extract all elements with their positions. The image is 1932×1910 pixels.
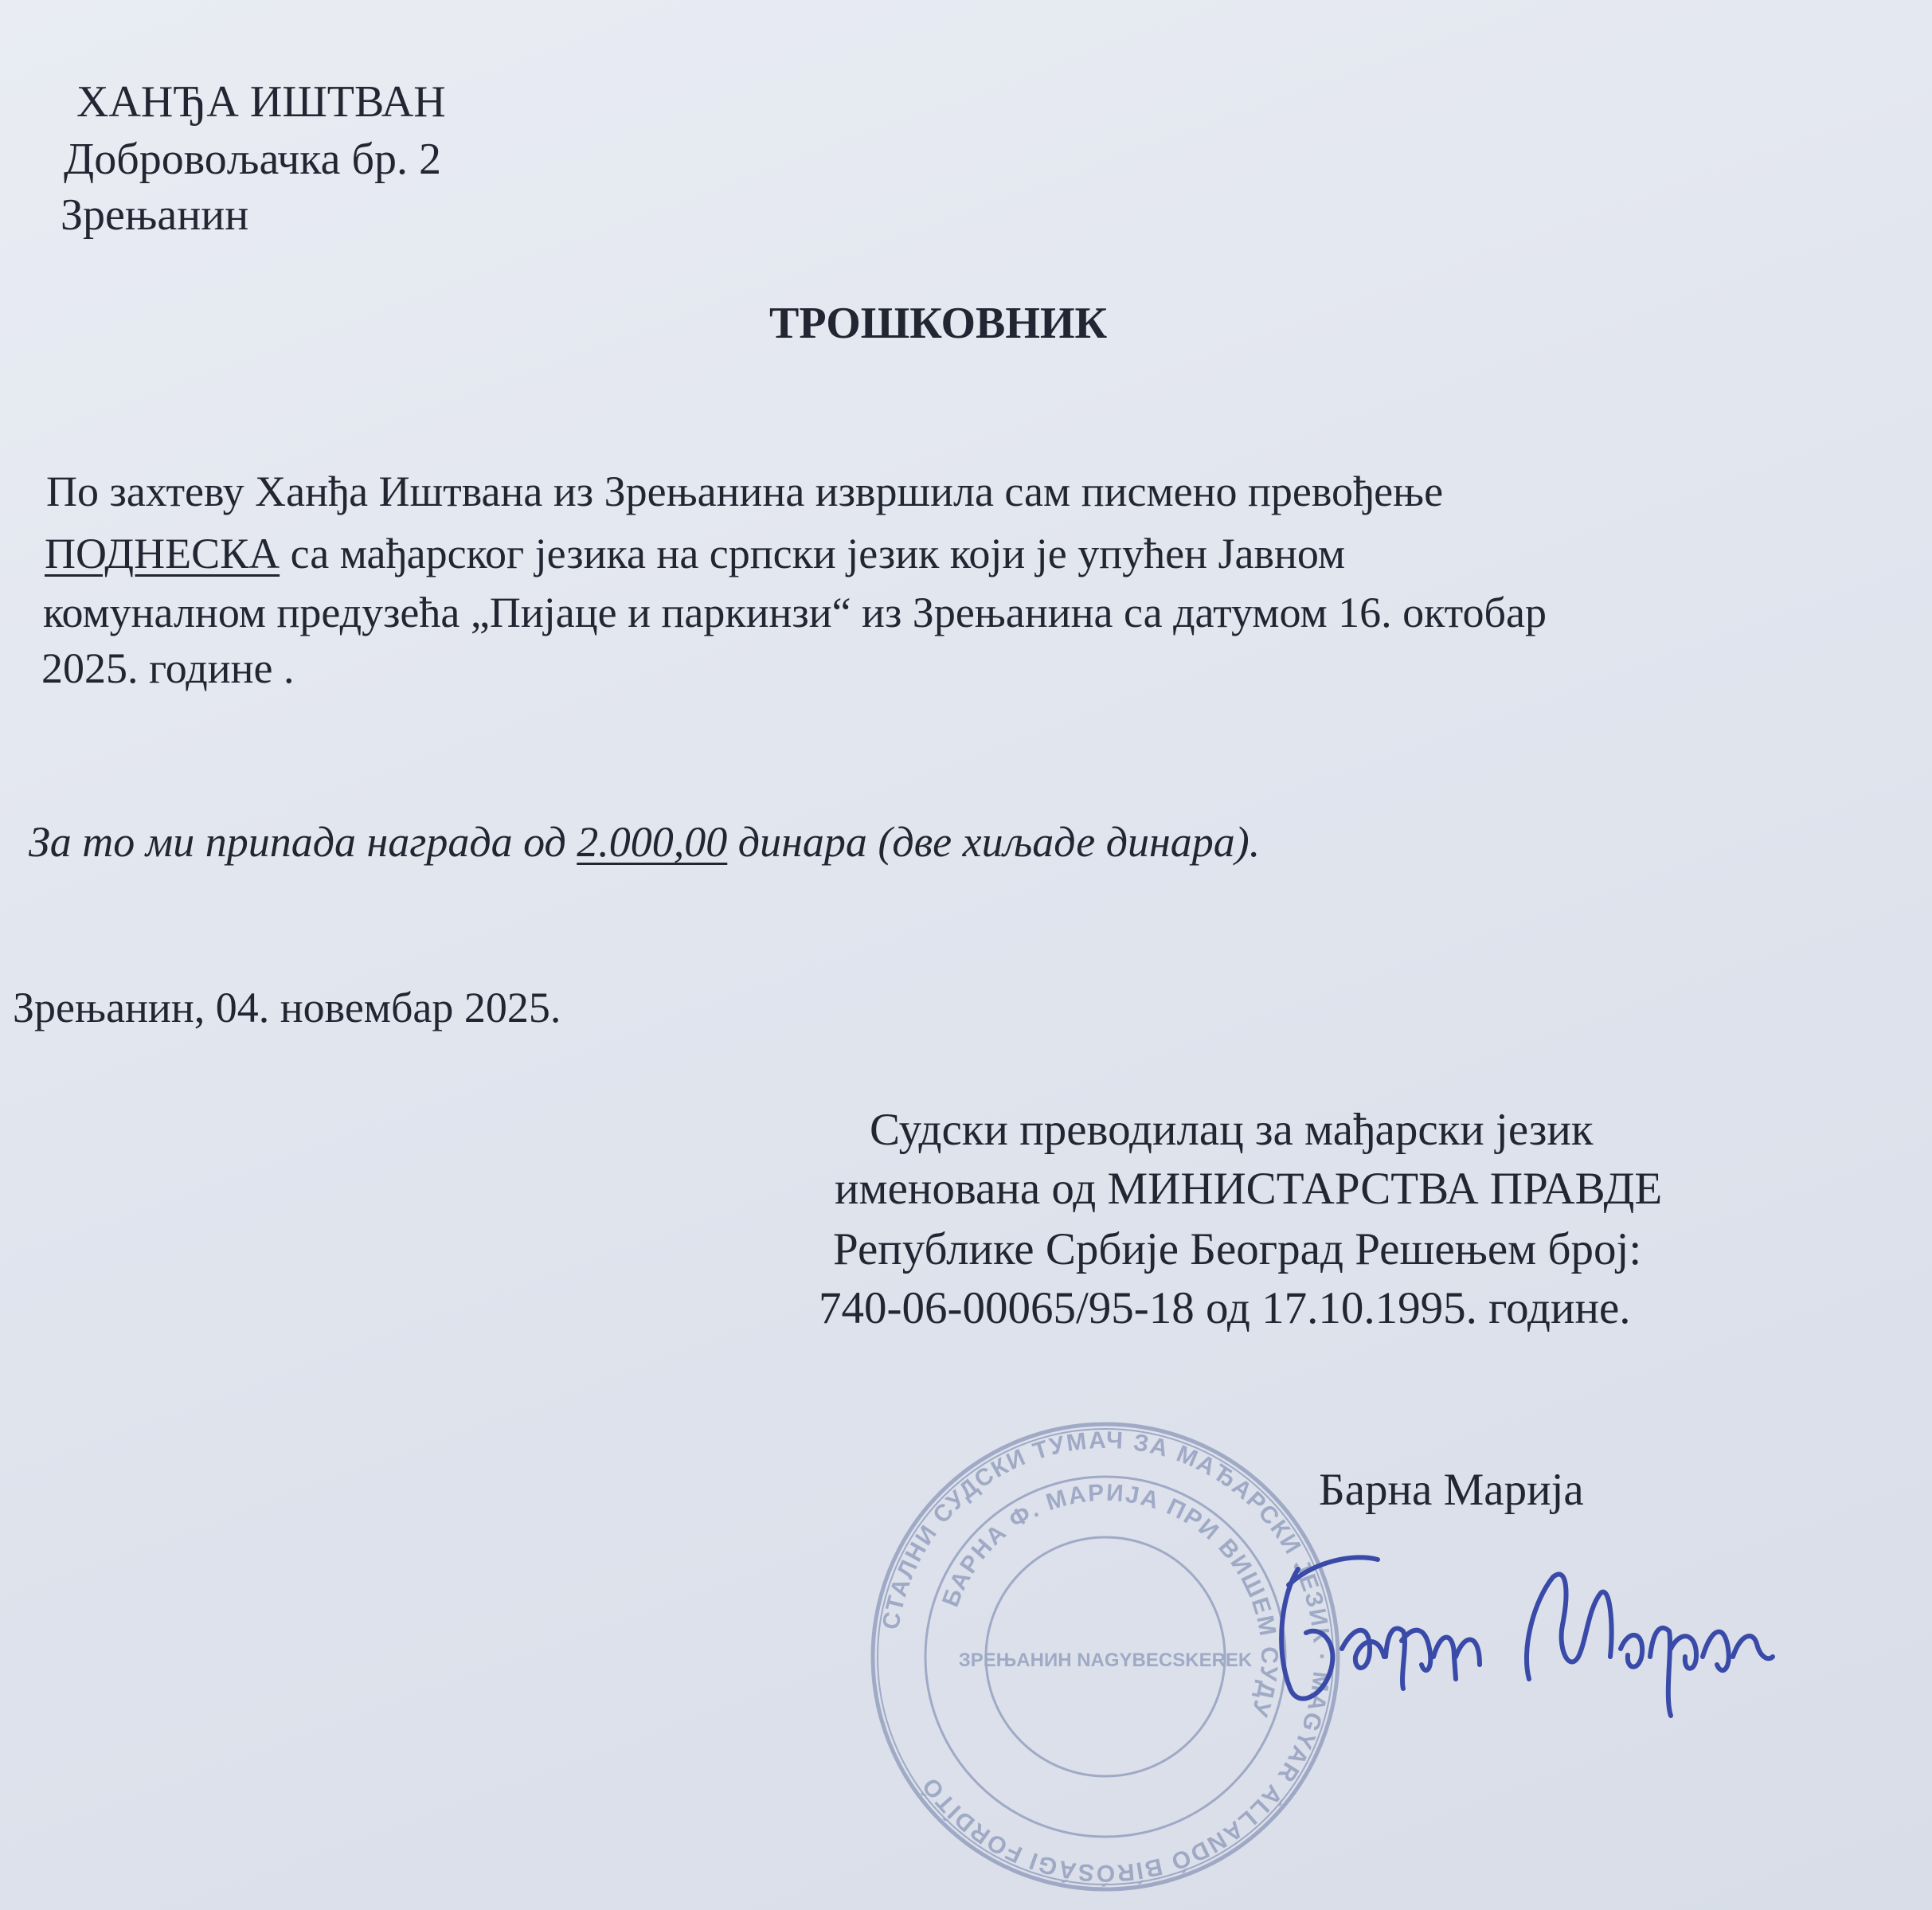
body-line-2-rest: са мађарског језика на српски језик који је упућен Јавном	[280, 530, 1346, 577]
translator-line-1: Судски преводилац за мађарски језик	[870, 1105, 1594, 1155]
translator-line-2: именована од МИНИСТАРСТВА ПРАВДЕ	[835, 1164, 1663, 1214]
sender-city: Зрењанин	[61, 190, 249, 240]
place-date: Зрењанин, 04. новембар 2025.	[13, 984, 561, 1031]
fee-prefix: За то ми припада награда од	[29, 818, 577, 866]
fee-suffix: динара (две хиљаде динара).	[727, 818, 1261, 866]
body-line-2	[45, 532, 1345, 575]
stamp-outer-text: СТАЛНИ СУДСКИ ТУМАЧ ЗА МАЂАРСКИ ЈЕЗИК · MAGYAR ÁLLANDÓ BÍRÓSÁGI FORDÍTÓ	[878, 1427, 1336, 1887]
body-line-1: По захтеву Ханђа Иштвана из Зрењанина извршила сам писмено превођење	[46, 468, 1444, 515]
body-line-4: 2025. године .	[41, 644, 295, 692]
translator-name: Барна Марија	[1319, 1465, 1584, 1515]
handwritten-signature	[1266, 1537, 1776, 1728]
stamp-inner-text: БАРНА Ф. МАРИЈА ПРИ ВИШЕМ СУДУ	[937, 1479, 1283, 1721]
stamp-city-text: ЗРЕЊАНИН NAGYBECSKEREK	[958, 1650, 1253, 1671]
body-line-3: комуналном предузећа „Пијаце и паркинзи“ из Зрењанина са датумом 16. октобар	[43, 589, 1547, 636]
fee-amount: 2.000,00	[577, 818, 728, 866]
sender-street: Добровољачка бр. 2	[64, 135, 441, 184]
translator-line-3: Републике Србије Београд Решењем број:	[833, 1224, 1642, 1274]
sender-name: ХАНЂА ИШТВАН	[76, 77, 446, 127]
translator-line-4: 740-06-00065/95-18 од 17.10.1995. године.	[819, 1283, 1631, 1333]
document-title: ТРОШКОВНИК	[769, 299, 1108, 348]
fee-line	[29, 818, 1261, 866]
submission-word: ПОДНЕСКА	[45, 530, 280, 577]
